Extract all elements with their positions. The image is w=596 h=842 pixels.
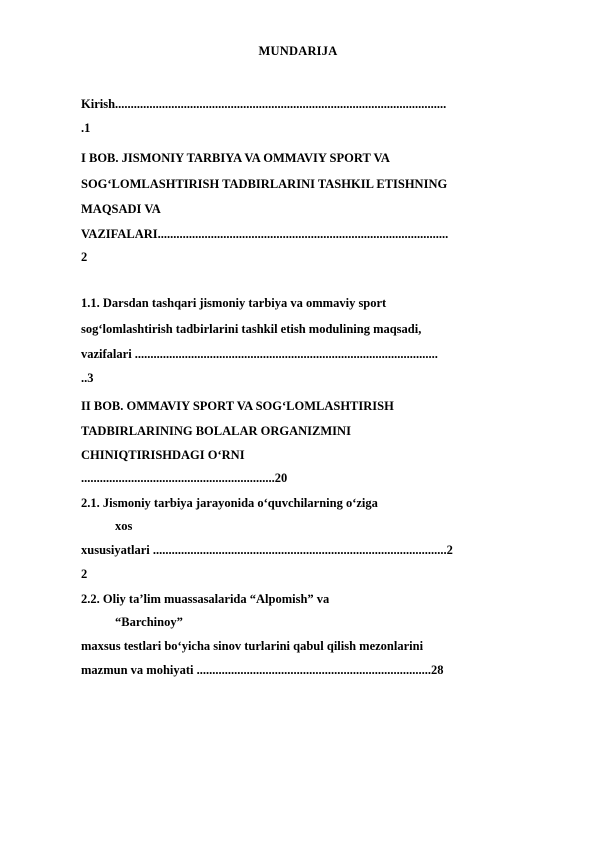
toc-line-bob1: VAZIFALARI............................................................................................. bbox=[81, 227, 449, 241]
toc-line-bob1: I BOB. JISMONIY TARBIYA VA OMMAVIY SPORT VA bbox=[81, 151, 390, 165]
toc-line-section-2-2: maxsus testlari bo‘yicha sinov turlarini qabul qilish mezonlarini bbox=[81, 639, 424, 653]
toc-line-page: 2 bbox=[81, 250, 88, 264]
toc-line-kirish: Kirish.......................................................................................................... bbox=[81, 97, 447, 111]
toc-line-bob1: SOG‘LOMLASHTIRISH TADBIRLARINI TASHKIL ETISHNING bbox=[81, 177, 448, 191]
toc-line-section-1-1: sog‘lomlashtirish tadbirlarini tashkil etish modulining maqsadi, bbox=[81, 322, 422, 336]
toc-line-section-1-1: 1.1. Darsdan tashqari jismoniy tarbiya va ommaviy sport bbox=[81, 296, 387, 310]
toc-line-bob2: TADBIRLARINING BOLALAR ORGANIZMINI bbox=[81, 424, 351, 438]
toc-line-section-2-2: mazmun va mohiyati ...........................................................................28 bbox=[81, 663, 444, 677]
toc-line-page: ..3 bbox=[81, 371, 94, 385]
toc-line-section-1-1: vazifalari ................................................................................................. bbox=[81, 347, 438, 361]
toc-line-section-2-1: xos bbox=[115, 519, 133, 533]
toc-line-section-2-1: xususiyatlari ..............................................................................................2 bbox=[81, 543, 453, 557]
toc-line-bob2: II BOB. OMMAVIY SPORT VA SOG‘LOMLASHTIRISH bbox=[81, 399, 394, 413]
toc-line-page: ..............................................................20 bbox=[81, 471, 288, 485]
toc-line-bob2: CHINIQTIRISHDAGI O‘RNI bbox=[81, 448, 245, 462]
page-title: MUNDARIJA bbox=[258, 44, 338, 58]
toc-line-page: .1 bbox=[81, 121, 91, 135]
toc-line-bob1: MAQSADI VA bbox=[81, 202, 161, 216]
toc-line-section-2-1: 2.1. Jismoniy tarbiya jarayonida o‘quvchilarning o‘ziga bbox=[81, 496, 378, 510]
toc-line-section-2-2: “Barchinoy” bbox=[115, 615, 183, 629]
toc-line-page: 2 bbox=[81, 567, 88, 581]
toc-line-section-2-2: 2.2. Oliy ta’lim muassasalarida “Alpomish” va bbox=[81, 592, 330, 606]
